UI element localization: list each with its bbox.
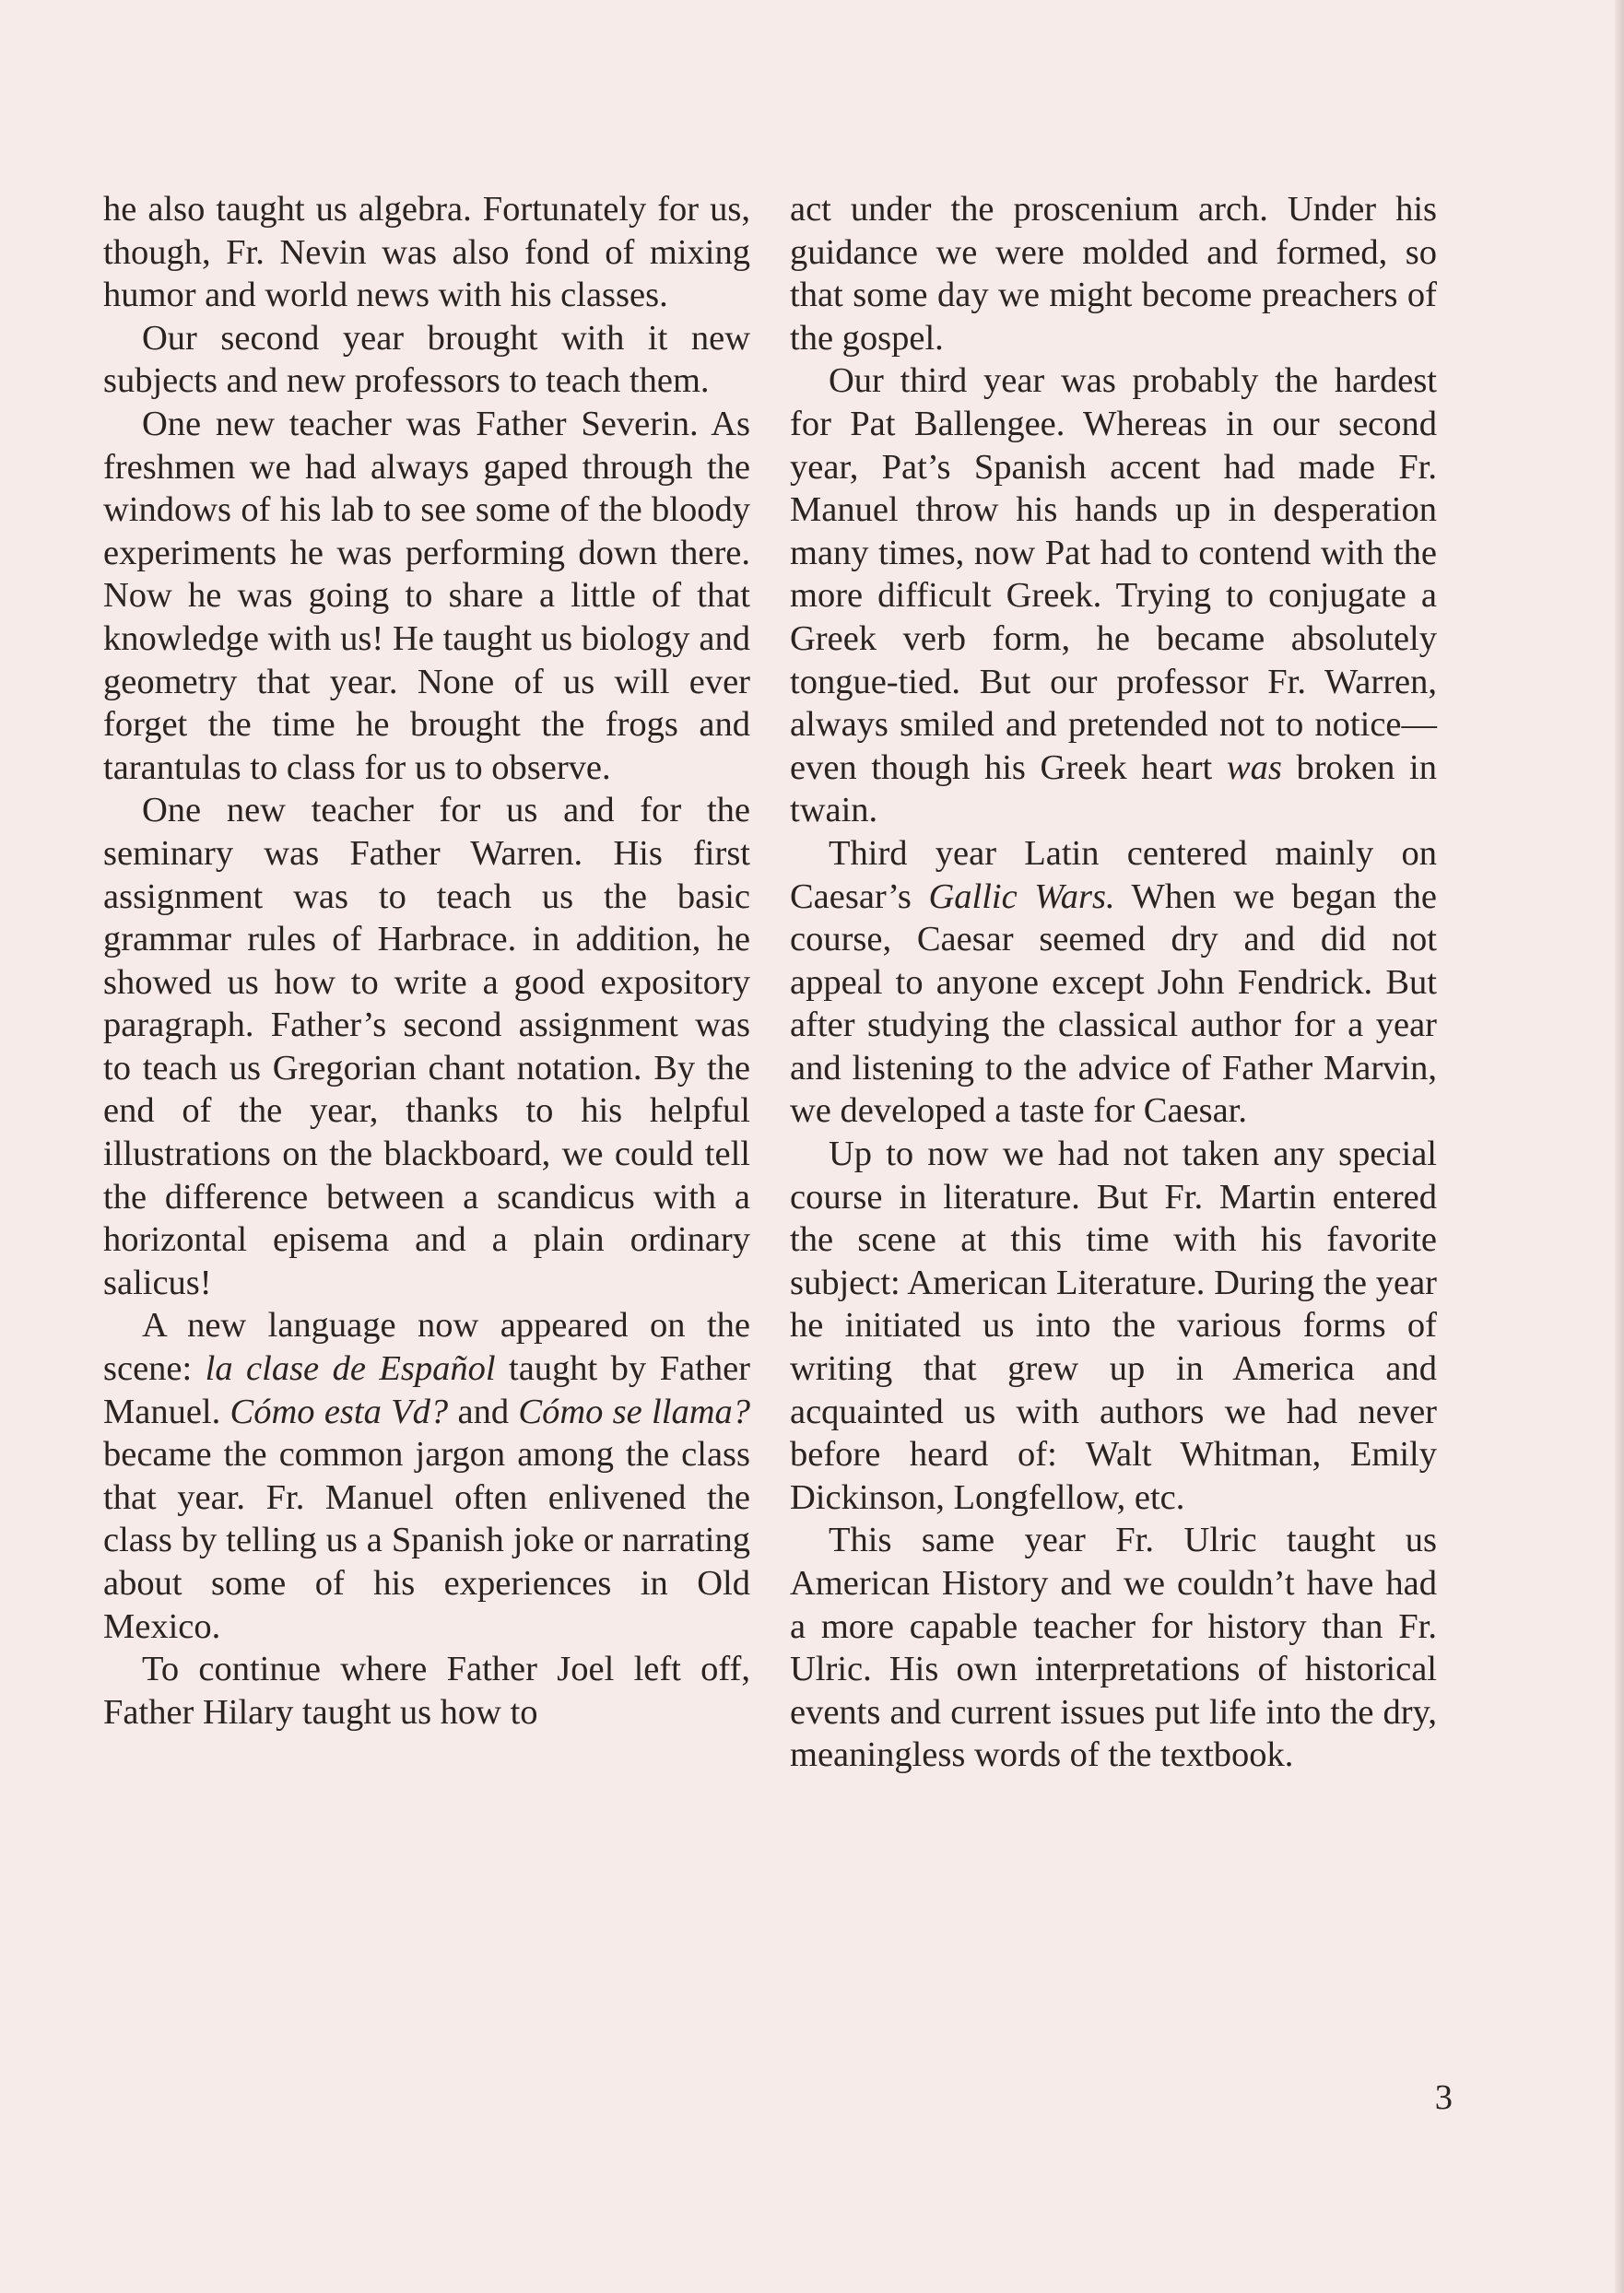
paragraph: To continue where Father Joel left off, Father Hilary taught us how to bbox=[103, 1650, 750, 1732]
right-column bbox=[790, 188, 1437, 1777]
text-run: Third year Latin centered mainly on Caesar’s bbox=[790, 833, 1437, 916]
italic-text: Cómo esta Vd? bbox=[229, 1392, 449, 1431]
paragraph: Our second year brought with it new subjects and new professors to teach them. bbox=[103, 318, 750, 401]
paragraph: act under the proscenium arch. Under his guidance we were molded and formed, so that some day we might become preachers of the gospel. bbox=[790, 190, 1437, 358]
paragraph bbox=[790, 832, 1437, 1133]
italic-text: Gallic Wars. bbox=[928, 876, 1115, 916]
page-number: 3 bbox=[1434, 2078, 1453, 2117]
italic-text: was bbox=[1226, 747, 1282, 787]
paragraph: One new teacher was Father Severin. As freshmen we had always gaped through the windows of his lab to see some of the bloody experiments he was performing down there. Now he was going to share a little of that knowledge with us! He taught us biology and geometry that year. None of us will ever forget the time he brought the frogs and tarantulas to class for us to observe. bbox=[103, 404, 750, 787]
paragraph: This same year Fr. Ulric taught us American History and we couldn’t have had a more capable teacher for history than Fr. Ulric. His own interpretations of historical events and current issues put life into the dry, meaningless words of the textbook. bbox=[790, 1521, 1437, 1775]
text-run: broken in twain. bbox=[790, 747, 1438, 830]
paragraph bbox=[103, 1304, 750, 1648]
paragraph: One new teacher for us and for the seminary was Father Warren. His first assignment was to teach us the basic grammar rules of Harbrace. in addition, he showed us how to write a good expository paragraph. Father’s second assignment was to teach us Gregorian chant notation. By the end of the year, thanks to his helpful illustrations on the blackboard, we could tell the difference between a scandicus with a horizontal episema and a plain ordinary salicus! bbox=[103, 791, 750, 1302]
paragraph bbox=[790, 359, 1437, 832]
text-run: A new language now appeared on the scene: bbox=[103, 1306, 750, 1389]
text-run: When we began the course, Caesar seemed dry and did not appeal to anyone except John Fendrick. But after studying the classical author for a year and listening to the advice of Father Marvin, we developed a taste for Caesar. bbox=[790, 876, 1437, 1131]
page-edge-shadow bbox=[1615, 0, 1624, 2293]
left-column bbox=[103, 188, 750, 1734]
text-run: taught by Father Manuel. bbox=[103, 1349, 750, 1431]
italic-text: Cómo se llama? bbox=[518, 1392, 751, 1431]
text-run: and bbox=[448, 1392, 519, 1431]
italic-text: la clase de Español bbox=[205, 1349, 496, 1389]
text-run: Our third year was probably the hardest for Pat Ballengee. Whereas in our second year, Pat’s Spanish accent had made Fr. Manuel throw his hands up in desperation many times, now Pat had to contend with the more difficult Greek. Trying to conjugate a Greek verb form, he became absolutely tongue-tied. But our professor Fr. Warren, always smiled and pretended not to notice—even though his Greek heart bbox=[790, 361, 1437, 787]
text-run: became the common jargon among the class that year. Fr. Manuel often enlivened the class by telling us a Spanish joke or narrating about some of his experiences in Old Mexico. bbox=[103, 1435, 750, 1646]
paragraph: he also taught us algebra. Fortunately for us, though, Fr. Nevin was also fond of mixing humor and world news with his classes. bbox=[103, 190, 750, 315]
paragraph: Up to now we had not taken any special course in literature. But Fr. Martin entered the scene at this time with his favorite subject: American Literature. During the year he initiated us into the various forms of writing that grew up in America and acquainted us with authors we had never before heard of: Walt Whitman, Emily Dickinson, Longfellow, etc. bbox=[790, 1135, 1437, 1517]
